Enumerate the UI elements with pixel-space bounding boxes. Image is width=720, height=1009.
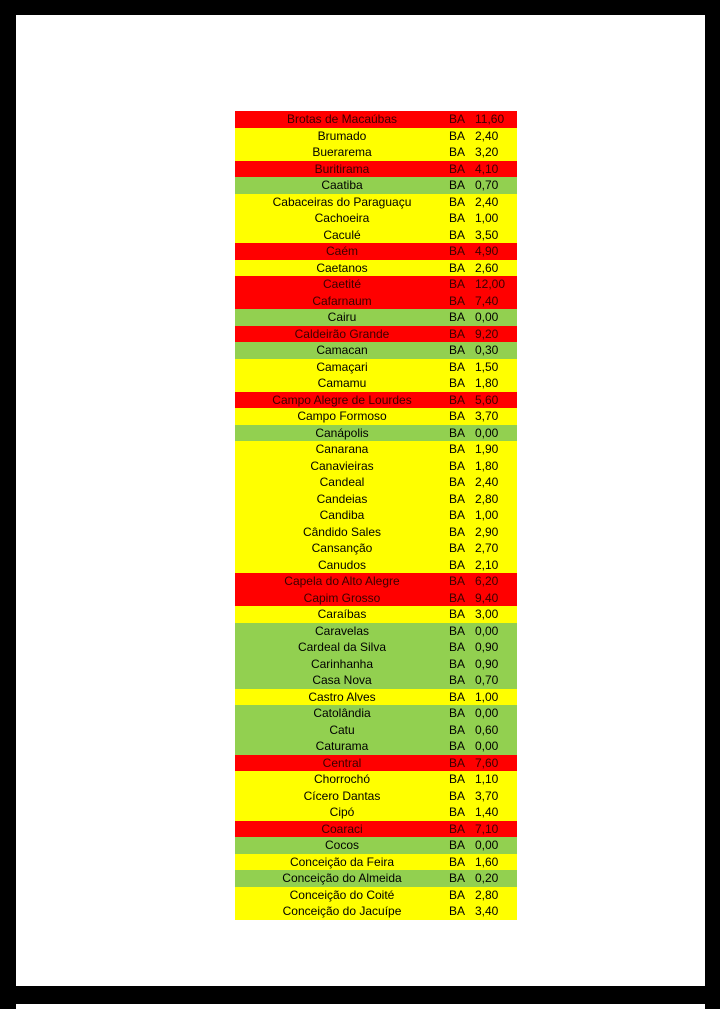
value-cell: 7,40 [475,293,499,308]
value-cell: 2,80 [475,887,499,902]
city-cell: Cocos [324,838,359,852]
table-row [235,342,517,359]
table-row [235,705,517,722]
city-cell: Catolândia [313,706,371,720]
state-cell: BA [449,887,466,902]
city-cell: Camacan [316,343,368,357]
value-cell: 0,70 [475,673,499,687]
value-cell: 0,70 [475,178,499,192]
state-cell: BA [449,475,466,489]
city-cell: Candeias [316,491,368,506]
value-cell: 2,40 [475,128,499,143]
state-cell: BA [449,871,466,885]
city-cell: Conceição do Almeida [282,871,402,885]
city-cell: Camaçari [316,359,368,374]
table-row [235,870,517,887]
table-row [235,260,517,277]
city-cell: Cardeal da Silva [297,640,387,654]
table-row [235,854,517,871]
table-row [235,128,517,145]
table-row [235,507,517,524]
table-row [235,392,517,409]
city-cell: Caturama [315,739,369,753]
value-cell: 12,00 [475,277,506,291]
city-cell: Central [322,755,362,770]
table-row [235,425,517,442]
table-row [235,623,517,640]
table-row [235,788,517,805]
table-row [235,821,517,838]
value-cell: 0,20 [475,871,499,885]
table-row [235,276,517,293]
city-cell: Caraíbas [317,607,367,621]
value-cell: 0,90 [475,656,499,671]
state-cell: BA [449,689,466,704]
city-cell: Canarana [315,442,369,456]
city-cell: Caém [325,244,358,258]
value-cell: 2,80 [475,491,499,506]
value-cell: 1,00 [475,508,499,522]
state-cell: BA [449,656,466,671]
table-row [235,458,517,475]
state-cell: BA [449,541,466,555]
city-cell: Conceição do Jacuípe [282,904,402,918]
value-cell: 0,00 [475,310,499,324]
document-page [16,15,705,986]
table-row [235,573,517,590]
state-cell: BA [449,260,466,275]
city-cell: Caetité [322,277,362,291]
table-row [235,722,517,739]
table-row [235,326,517,343]
state-cell: BA [449,607,466,621]
value-cell: 3,00 [475,607,499,621]
table-row [235,375,517,392]
value-cell: 1,60 [475,854,499,869]
value-cell: 9,20 [475,326,499,341]
city-cell: Candeal [319,475,365,489]
state-cell: BA [449,623,466,638]
state-cell: BA [449,904,466,918]
state-cell: BA [449,557,466,572]
city-cell: Caatiba [321,178,363,192]
state-cell: BA [449,392,466,407]
table-row [235,309,517,326]
value-cell: 0,30 [475,343,499,357]
state-cell: BA [449,128,466,143]
table-row [235,210,517,227]
state-cell: BA [449,211,466,225]
state-cell: BA [449,293,466,308]
municipality-table [235,111,517,920]
state-cell: BA [449,409,466,423]
city-cell: Cansanção [311,541,373,555]
state-cell: BA [449,194,466,209]
table-row [235,491,517,508]
city-cell: Candiba [319,508,365,522]
value-cell: 1,80 [475,376,499,390]
city-cell: Cândido Sales [302,524,382,539]
table-row [235,689,517,706]
city-cell: Brumado [317,128,367,143]
table-row [235,227,517,244]
city-cell: Conceição da Feira [289,854,395,869]
value-cell: 9,40 [475,590,499,605]
value-cell: 5,60 [475,392,499,407]
state-cell: BA [449,574,466,588]
state-cell: BA [449,343,466,357]
city-cell: Carinhanha [310,656,374,671]
city-cell: Canápolis [315,425,369,440]
state-cell: BA [449,359,466,374]
state-cell: BA [449,590,466,605]
state-cell: BA [449,788,466,803]
city-cell: Caculé [323,227,361,242]
table-row [235,590,517,607]
city-cell: Canudos [317,557,367,572]
city-cell: Coaraci [321,821,363,836]
value-cell: 11,60 [475,112,505,126]
table-row [235,161,517,178]
table-row [235,903,517,920]
state-cell: BA [449,425,466,440]
value-cell: 1,00 [475,689,499,704]
value-cell: 0,00 [475,425,499,440]
value-cell: 1,10 [475,772,499,786]
state-cell: BA [449,145,466,159]
city-cell: Cafarnaum [312,293,372,308]
state-cell: BA [449,821,466,836]
city-cell: Caetanos [316,260,368,275]
value-cell: 3,70 [475,409,499,423]
city-cell: Buritirama [314,161,370,176]
value-cell: 0,00 [475,623,499,638]
value-cell: 4,90 [475,244,499,258]
state-cell: BA [449,524,466,539]
city-cell: Cairu [327,310,357,324]
table-row [235,738,517,755]
state-cell: BA [449,161,466,176]
value-cell: 1,50 [475,359,499,374]
city-cell: Catu [329,722,355,737]
city-cell: Chorrochó [313,772,371,786]
state-cell: BA [449,112,466,126]
value-cell: 2,10 [475,557,499,572]
table-row [235,557,517,574]
state-cell: BA [449,722,466,737]
state-cell: BA [449,854,466,869]
state-cell: BA [449,310,466,324]
table-row [235,771,517,788]
value-cell: 0,00 [475,739,499,753]
city-cell: Cachoeira [314,211,370,225]
city-cell: Cabaceiras do Paraguaçu [272,194,412,209]
city-cell: Casa Nova [312,673,372,687]
value-cell: 0,00 [475,706,499,720]
state-cell: BA [449,442,466,456]
table-row [235,887,517,904]
state-cell: BA [449,277,466,291]
value-cell: 2,90 [475,524,499,539]
city-cell: Cipó [329,805,355,819]
city-cell: Campo Formoso [297,409,387,423]
table-row [235,837,517,854]
table-row [235,474,517,491]
table-row [235,441,517,458]
table-row [235,524,517,541]
value-cell: 3,40 [475,904,499,918]
state-cell: BA [449,772,466,786]
city-cell: Canavieiras [310,458,374,473]
value-cell: 1,40 [475,805,499,819]
table-row [235,243,517,260]
state-cell: BA [449,838,466,852]
table-row [235,755,517,772]
value-cell: 2,60 [475,260,499,275]
value-cell: 0,90 [475,640,499,654]
table-row [235,293,517,310]
value-cell: 7,10 [475,821,499,836]
city-cell: Capela do Alto Alegre [284,574,400,588]
city-cell: Caravelas [314,623,370,638]
table-row [235,606,517,623]
table-row [235,639,517,656]
city-cell: Buerarema [312,145,372,159]
value-cell: 3,70 [475,788,499,803]
state-cell: BA [449,227,466,242]
value-cell: 6,20 [475,574,499,588]
next-page-edge [16,1004,705,1009]
city-cell: Capim Grosso [303,590,381,605]
state-cell: BA [449,244,466,258]
value-cell: 1,00 [475,211,499,225]
city-cell: Camamu [317,376,367,390]
table-row [235,359,517,376]
value-cell: 1,90 [475,442,499,456]
value-cell: 0,60 [475,722,499,737]
value-cell: 4,10 [475,161,499,176]
state-cell: BA [449,458,466,473]
state-cell: BA [449,706,466,720]
city-cell: Castro Alves [308,689,376,704]
city-cell: Cícero Dantas [303,788,381,803]
value-cell: 7,60 [475,755,499,770]
state-cell: BA [449,755,466,770]
city-cell: Campo Alegre de Lourdes [272,392,412,407]
state-cell: BA [449,178,466,192]
table-row [235,540,517,557]
value-cell: 0,00 [475,838,499,852]
state-cell: BA [449,805,466,819]
table-row [235,656,517,673]
state-cell: BA [449,739,466,753]
value-cell: 3,20 [475,145,499,159]
table-row [235,804,517,821]
value-cell: 1,80 [475,458,499,473]
value-cell: 2,70 [475,541,499,555]
value-cell: 2,40 [475,194,499,209]
city-cell: Brotas de Macaúbas [286,112,398,126]
value-cell: 2,40 [475,475,499,489]
table-row [235,672,517,689]
table-row [235,194,517,211]
state-cell: BA [449,673,466,687]
city-cell: Caldeirão Grande [294,326,390,341]
state-cell: BA [449,508,466,522]
state-cell: BA [449,326,466,341]
state-cell: BA [449,491,466,506]
city-cell: Conceição do Coité [289,887,395,902]
table-row [235,111,517,128]
table-row [235,177,517,194]
table-row [235,408,517,425]
value-cell: 3,50 [475,227,499,242]
table-row [235,144,517,161]
state-cell: BA [449,640,466,654]
state-cell: BA [449,376,466,390]
